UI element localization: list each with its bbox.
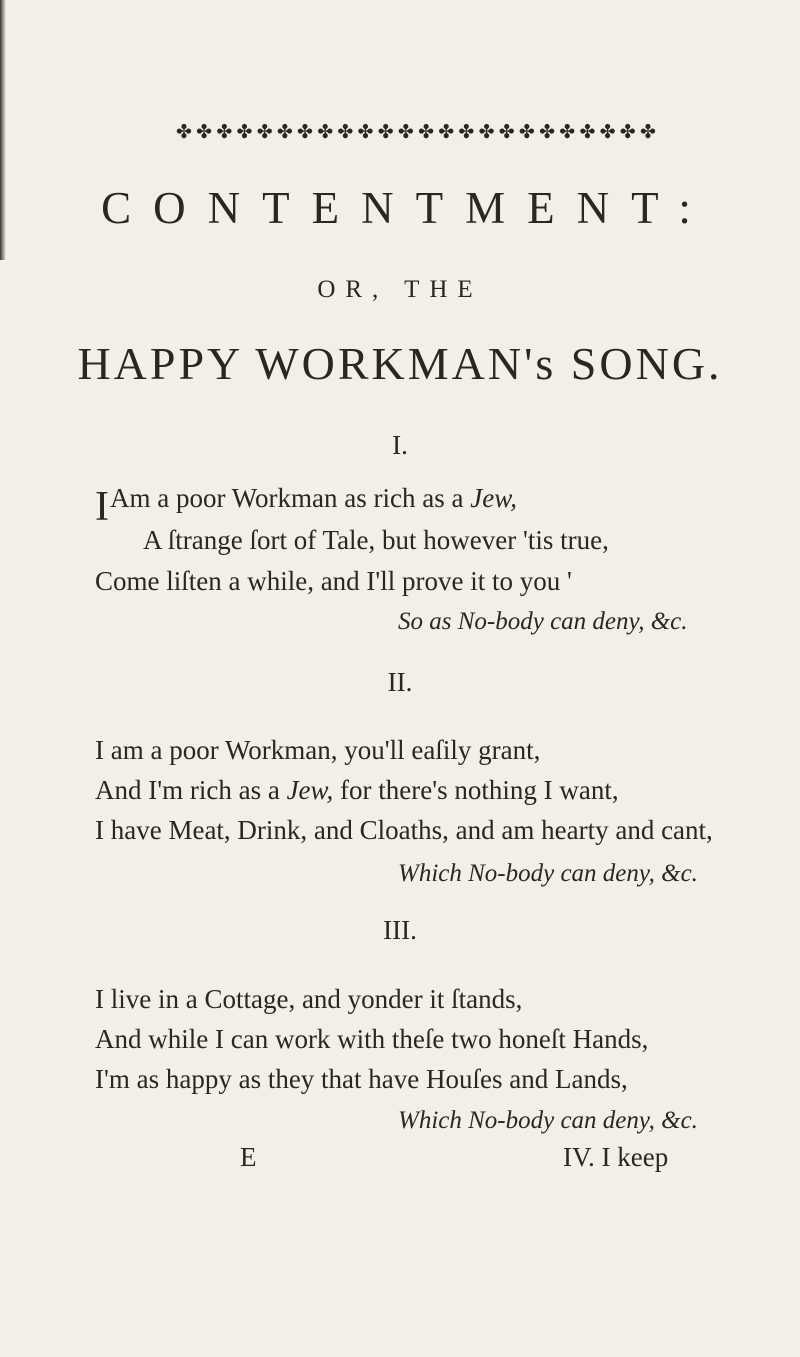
cross-ornament-icon: ✤	[579, 120, 596, 143]
signature-mark: E	[240, 1142, 257, 1172]
stanza-2-line-2-italic: Jew,	[286, 775, 334, 805]
stanza-2-line-1: I am a poor Workman, you'll eaſily grant,	[95, 735, 541, 765]
cross-ornament-icon: ✤	[196, 120, 213, 143]
cross-ornament-icon: ✤	[337, 120, 354, 143]
stanza-1-line-1-italic: Jew,	[470, 483, 517, 513]
catchword: IV. I keep	[563, 1142, 669, 1172]
cross-ornament-icon: ✤	[438, 120, 455, 143]
stanza-3-line-2: And while I can work with theſe two honeſt Hands,	[95, 1024, 649, 1054]
cross-ornament-icon: ✤	[639, 120, 656, 143]
stanza-3-line-3: I'm as happy as they that have Houſes and Lands,	[95, 1064, 628, 1094]
cross-ornament-icon: ✤	[458, 120, 475, 143]
stanza-2-refrain: Which No-body can deny, &c.	[398, 860, 698, 887]
stanza-3-line-1: I live in a Cottage, and yonder it ſtands,	[95, 984, 523, 1014]
stanza-3-refrain: Which No-body can deny, &c.	[398, 1107, 698, 1134]
stanza-1-line-1-text: Am a poor Workman as rich as a	[110, 483, 471, 513]
cross-ornament-icon: ✤	[297, 120, 313, 143]
cross-ornament-icon: ✤	[418, 120, 434, 143]
stanza-2-line-3: I have Meat, Drink, and Cloaths, and am hearty and cant,	[95, 815, 713, 845]
stanza-2-line-2-rest: for there's nothing I want,	[333, 775, 619, 805]
cross-ornament-icon: ✤	[256, 120, 273, 143]
cross-ornament-icon: ✤	[599, 120, 616, 143]
stanza-number-3: III.	[383, 915, 417, 945]
cross-ornament-icon: ✤	[377, 120, 394, 143]
stanza-1-line-3: Come liſten a while, and I'll prove it to you '	[95, 566, 572, 596]
stanza-2-line-2-text: And I'm rich as a	[95, 775, 287, 805]
cross-ornament-icon: ✤	[518, 120, 535, 143]
cross-ornament-icon: ✤	[539, 120, 556, 143]
stanza-2-line-2	[95, 777, 619, 804]
ornament-border	[176, 119, 656, 145]
stanza-number-1: I.	[392, 430, 408, 460]
cross-ornament-icon: ✤	[397, 120, 414, 143]
cross-ornament-icon: ✤	[357, 120, 374, 143]
cross-ornament-icon: ✤	[317, 120, 334, 143]
cross-ornament-icon: ✤	[559, 120, 576, 143]
stanza-1-line-1	[95, 485, 517, 528]
cross-ornament-icon: ✤	[498, 120, 515, 143]
cross-ornament-icon: ✤	[236, 120, 253, 143]
cross-ornament-icon: ✤	[619, 120, 636, 143]
stanza-number-2: II.	[387, 667, 413, 697]
stanza-1-line-2: A ſtrange ſort of Tale, but however 'tis true,	[143, 525, 609, 555]
cross-ornament-icon: ✤	[176, 120, 192, 143]
title-contentment: CONTENTMENT:	[101, 183, 713, 233]
drop-cap: I	[95, 484, 109, 530]
cross-ornament-icon: ✤	[478, 120, 495, 143]
stanza-1-refrain: So as No-body can deny, &c.	[398, 608, 688, 635]
cross-ornament-icon: ✤	[216, 120, 233, 143]
subtitle-or-the: OR, THE	[317, 276, 483, 303]
main-title: HAPPY WORKMAN's SONG.	[77, 338, 723, 389]
cross-ornament-icon: ✤	[276, 120, 293, 143]
